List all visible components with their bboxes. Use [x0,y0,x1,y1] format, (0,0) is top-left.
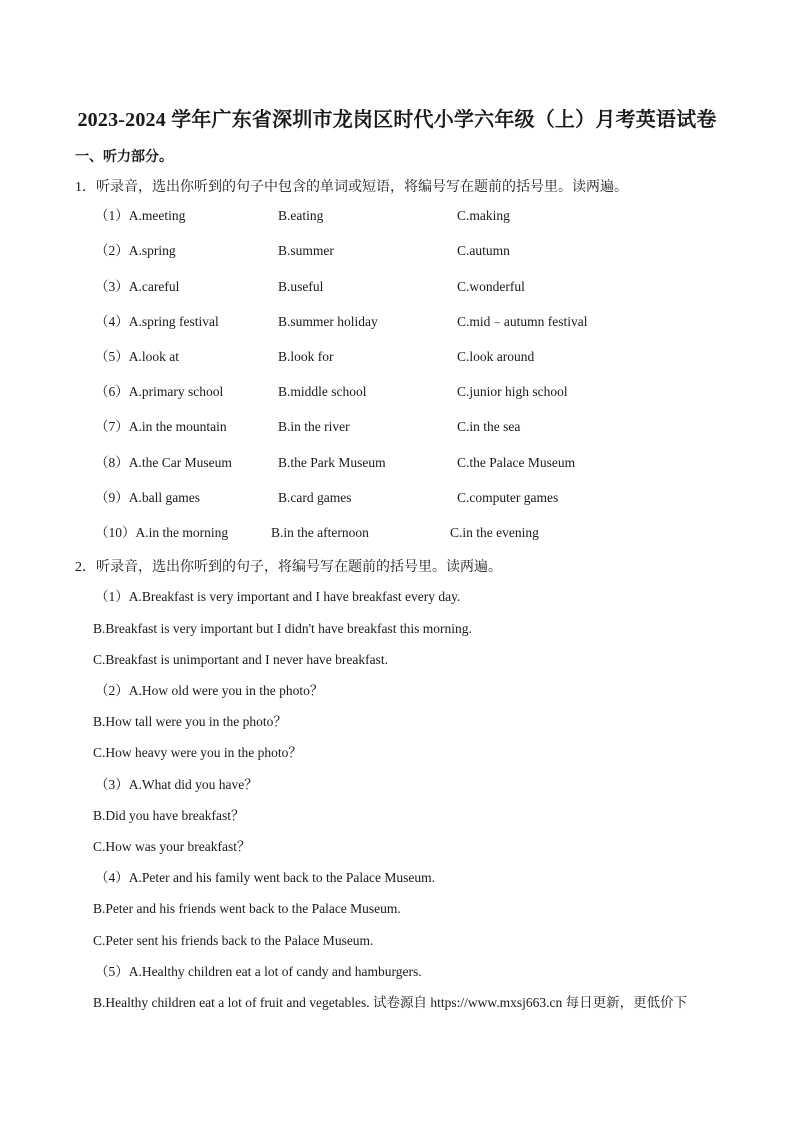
option-b: B.look for [278,349,334,364]
option-c: C.autumn [457,243,510,258]
q1-item [0,241,794,261]
q1-item [0,417,794,437]
q1-item [0,312,794,332]
option-a: （7）A.in the mountain [95,419,227,434]
exam-title: 2023-2024 学年广东省深圳市龙岗区时代小学六年级（上）月考英语试卷 [77,109,717,131]
q1-item [0,453,794,473]
q2-line: C.Peter sent his friends back to the Palace Museum. [93,933,374,948]
option-c: C.making [457,208,510,223]
option-c: C.in the evening [450,525,539,540]
option-b: B.card games [278,490,352,505]
option-b: B.in the river [278,419,350,434]
option-c: C.wonderful [457,279,525,294]
q2-line: C.How heavy were you in the photo？ [93,745,302,760]
q2-line: B.Healthy children eat a lot of fruit and vegetables. 试卷源自 https://www.mxsj663.cn 每日更新，更低价下 [93,995,688,1010]
question-2-prompt: 2．听录音，选出你听到的句子，将编号写在题前的括号里。读两遍。 [75,560,502,575]
option-a: （5）A.look at [95,349,179,364]
section-listening-heading: 一、听力部分。 [75,150,173,165]
option-a: （2）A.spring [95,243,176,258]
q2-line: （3）A.What did you have？ [95,777,258,792]
option-a: （4）A.spring festival [95,314,219,329]
q2-line: （1）A.Breakfast is very important and I have breakfast every day. [95,589,461,604]
option-a: （10）A.in the morning [95,525,229,540]
q2-line: B.Peter and his friends went back to the Palace Museum. [93,901,401,916]
question-1-prompt: 1．听录音，选出你听到的句子中包含的单词或短语，将编号写在题前的括号里。读两遍。 [75,180,628,195]
option-b: B.eating [278,208,324,223]
option-c: C.junior high school [457,384,568,399]
option-b: B.in the afternoon [271,525,369,540]
q1-item [0,347,794,367]
option-b: B.summer [278,243,334,258]
q2-line: B.Did you have breakfast？ [93,808,245,823]
q2-line: C.Breakfast is unimportant and I never have breakfast. [93,652,389,667]
q2-line: C.How was your breakfast？ [93,839,251,854]
option-c: C.look around [457,349,535,364]
option-c: C.the Palace Museum [457,455,576,470]
q1-item [0,206,794,226]
option-c: C.mid﹣autumn festival [457,314,588,329]
q2-line: B.Breakfast is very important but I didn't have breakfast this morning. [93,621,472,636]
option-a: （9）A.ball games [95,490,200,505]
option-a: （8）A.the Car Museum [95,455,232,470]
option-b: B.middle school [278,384,367,399]
q2-line: （2）A.How old were you in the photo？ [95,683,324,698]
option-b: B.summer holiday [278,314,378,329]
q1-item [0,382,794,402]
option-b: B.the Park Museum [278,455,386,470]
q2-line: B.How tall were you in the photo？ [93,714,287,729]
q2-line: （5）A.Healthy children eat a lot of candy and hamburgers. [95,964,422,979]
option-a: （6）A.primary school [95,384,224,399]
option-c: C.in the sea [457,419,521,434]
option-b: B.useful [278,279,324,294]
q2-line: （4）A.Peter and his family went back to the Palace Museum. [95,870,436,885]
option-a: （3）A.careful [95,279,180,294]
option-c: C.computer games [457,490,559,505]
q1-item [0,277,794,297]
option-a: （1）A.meeting [95,208,186,223]
q1-item [0,523,794,543]
q1-item [0,488,794,508]
